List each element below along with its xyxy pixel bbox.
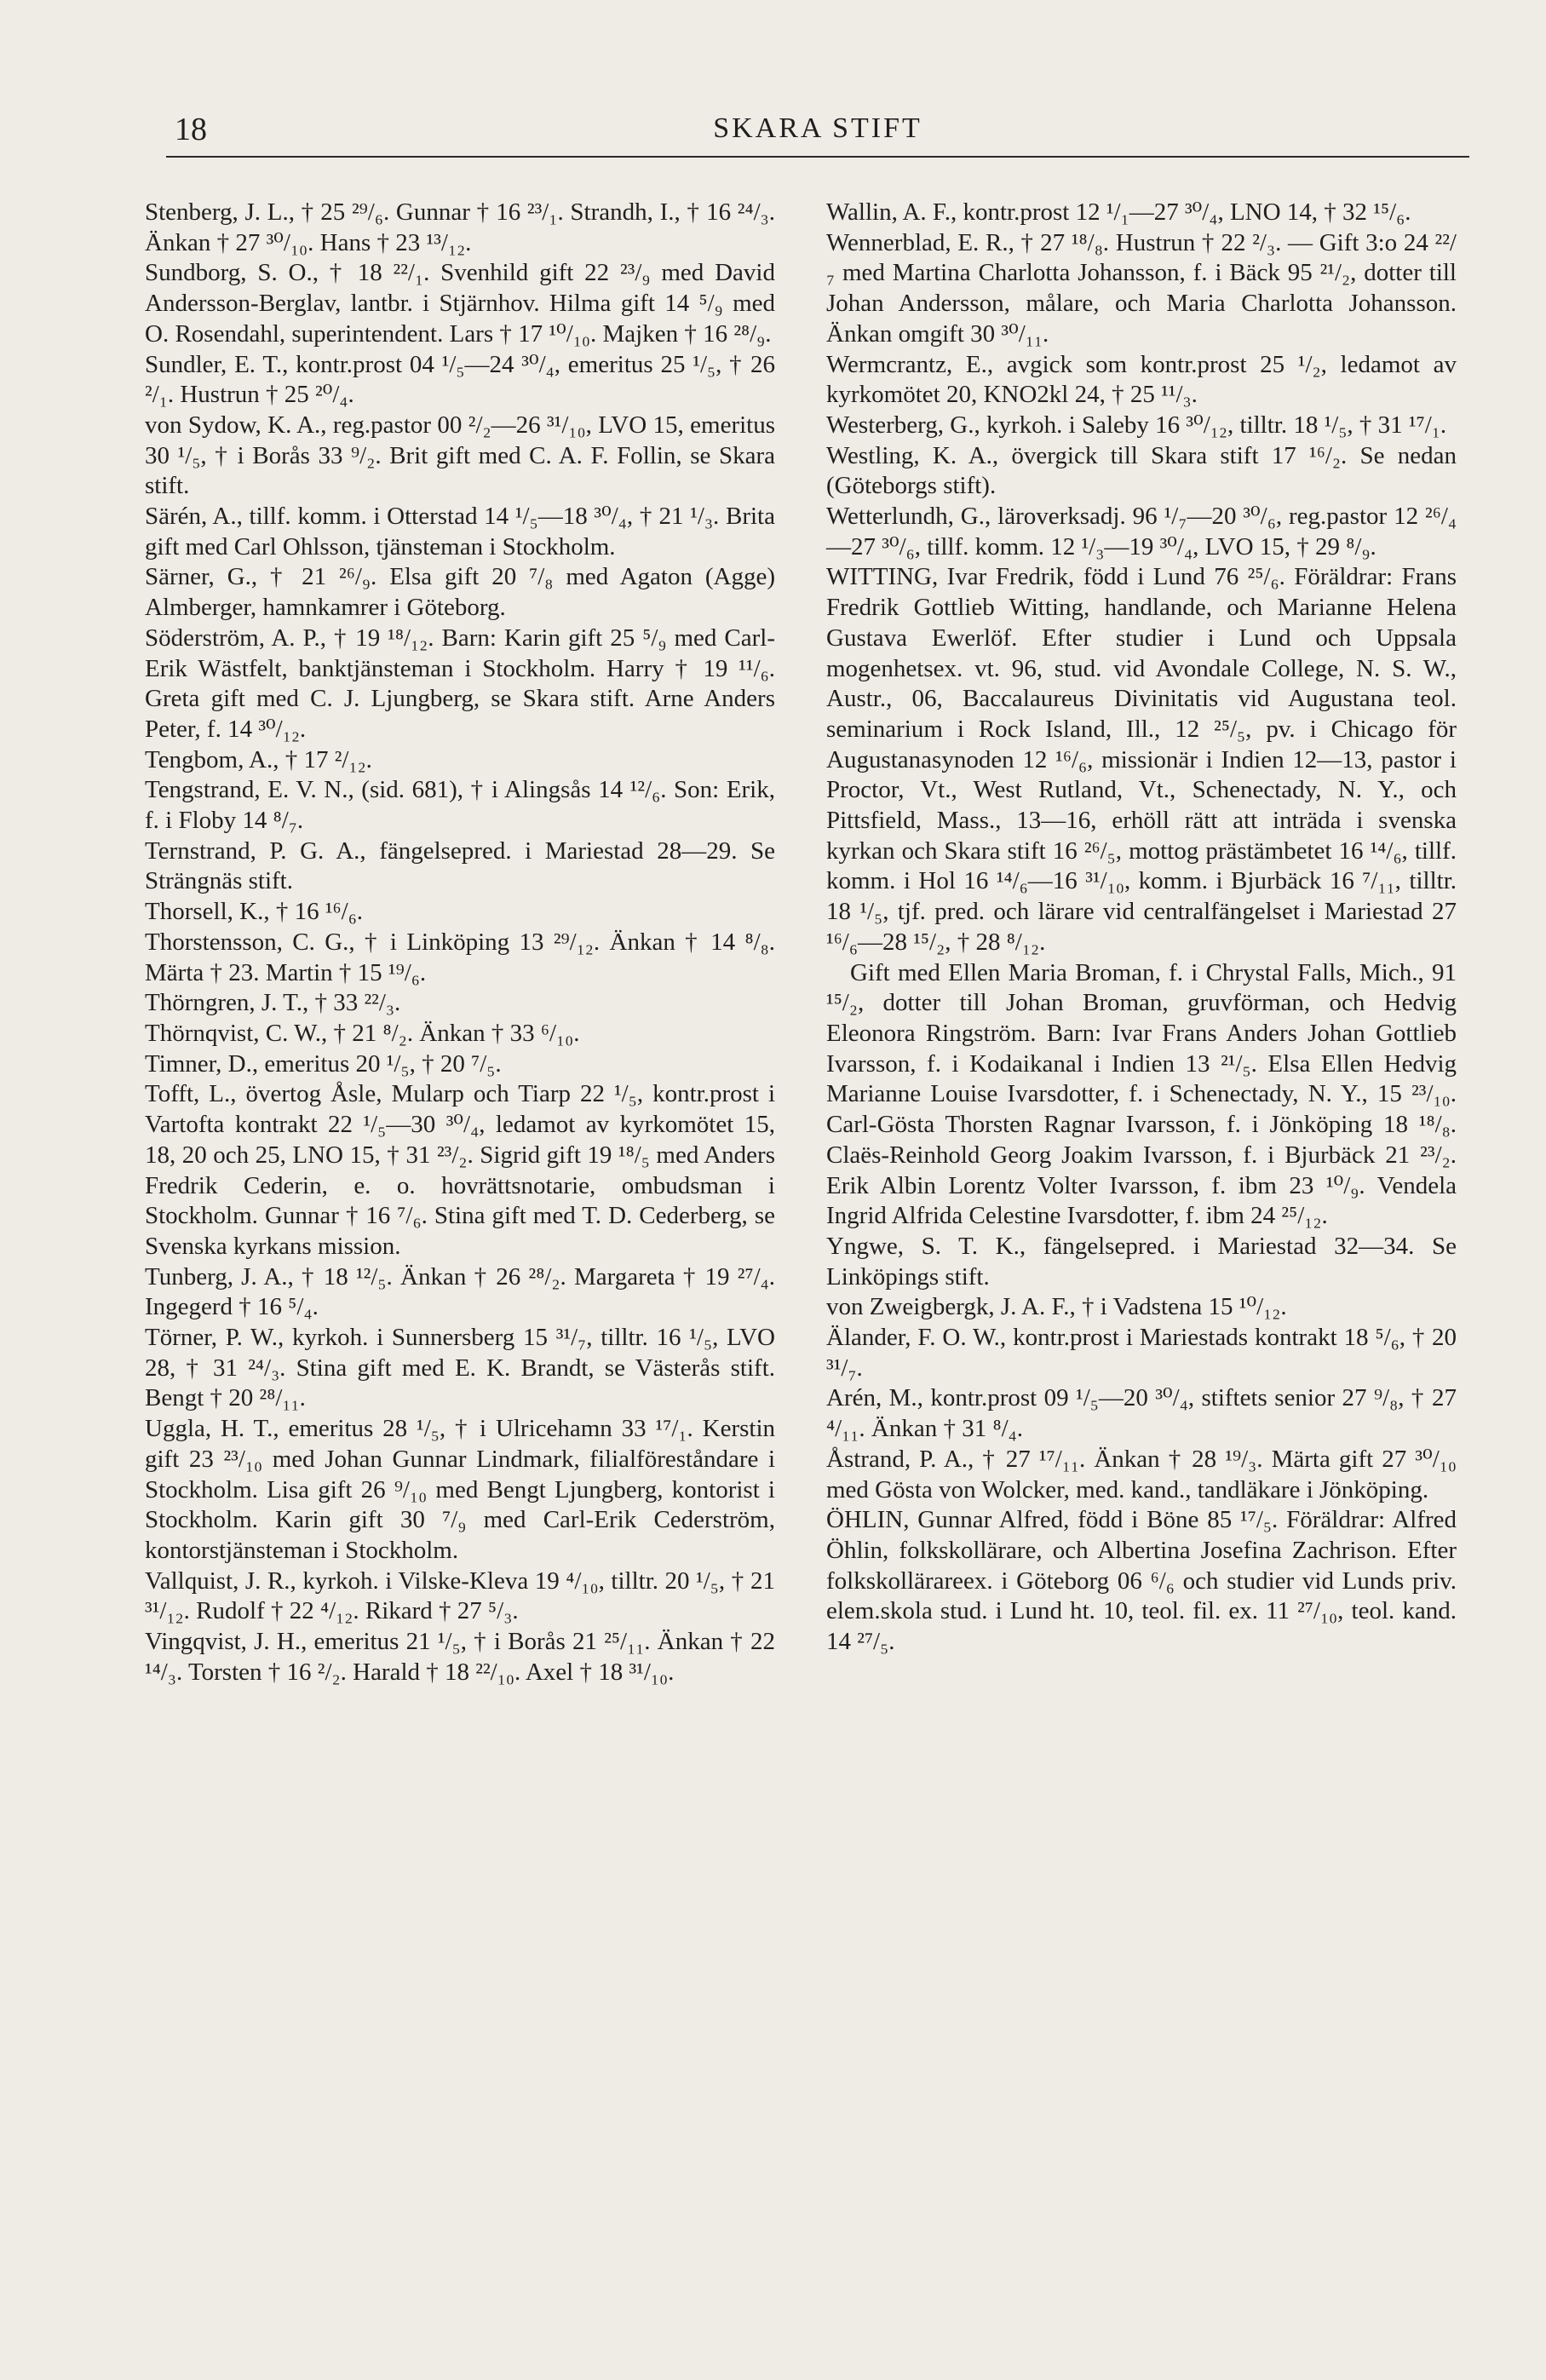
entry-wetterlundh: Wetterlundh, G., läroverksadj. 96 ¹/₇—20 ³⁰/₆, reg.pastor 12 ²⁶/₄—27 ³⁰/₆, tillf. komm. 12 ¹/₃—19 ³⁰/₄, LVO 15, † 29 ⁸/₉. — [826, 503, 1457, 561]
entry-ternstrand: Ternstrand, P. G. A., fängelsepred. i Mariestad 28—29. Se Strängnäs stift. — [145, 836, 775, 895]
entry-thornqvist: Thörnqvist, C. W., † 21 ⁸/₂. Änkan † 33 ⁶/₁₀. — [145, 1019, 580, 1047]
entry-thorsell: Thorsell, K., † 16 ¹⁶/₆. — [145, 898, 364, 926]
entry-alander: Älander, F. O. W., kontr.prost i Mariestads kontrakt 18 ⁵/₆, † 20 ³¹/₇. — [826, 1324, 1457, 1382]
entry-wermcrantz: Wermcrantz, E., avgick som kontr.prost 25 ¹/₂, ledamot av kyrkomötet 20, KNO2kl 24, † 25 ¹¹/₃. — [826, 350, 1457, 409]
entry-torner: Törner, P. W., kyrkoh. i Sunnersberg 15 ³¹/₇, tilltr. 16 ¹/₅, LVO 28, † 31 ²⁴/₃. Stina gift med E. K. Brandt, se Västerås stift. Bengt † 20 ²⁸/₁₁. — [145, 1324, 775, 1412]
entry-sarner: Särner, G., † 21 ²⁶/₉. Elsa gift 20 ⁷/₈ med Agaton (Agge) Almberger, hamnkamrer i Göteborg. — [145, 563, 775, 622]
entry-astrand: Åstrand, P. A., † 27 ¹⁷/₁₁. Änkan † 28 ¹⁹/₃. Märta gift 27 ³⁰/₁₀ med Gösta von Wolcker, med. kand., tandläkare i Jönköping. — [826, 1445, 1457, 1503]
entry-saren: Särén, A., tillf. komm. i Otterstad 14 ¹/₅—18 ³⁰/₄, † 21 ¹/₃. Brita gift med Carl Ohlsson, tjänsteman i Stockholm. — [145, 503, 775, 561]
entry-tengbom: Tengbom, A., † 17 ²/₁₂. — [145, 745, 372, 773]
entry-westling: Westling, K. A., övergick till Skara stift 17 ¹⁶/₂. Se nedan (Göteborgs stift). — [826, 441, 1457, 500]
entry-sundler: Sundler, E. T., kontr.prost 04 ¹/₅—24 ³⁰/₄, emeritus 25 ¹/₅, † 26 ²/₁. Hustrun † 25 ²⁰/₄. — [145, 350, 775, 409]
entry-vingqvist: Vingqvist, J. H., emeritus 21 ¹/₅, † i Borås 21 ²⁵/₁₁. Änkan † 22 ¹⁴/₃. Torsten † 16 ²/₂. Harald † 18 ²²/₁₀. Axel † 18 ³¹/₁₀. — [145, 1628, 775, 1686]
entry-uggla: Uggla, H. T., emeritus 28 ¹/₅, † i Ulricehamn 33 ¹⁷/₁. Kerstin gift 23 ²³/₁₀ med Johan Gunnar Lindmark, filialföreståndare i Stockholm. Lisa gift 26 ⁹/₁₀ med Bengt Ljungberg, kontorist i Stockholm. Karin gift 30 ⁷/₉ med Carl-Erik Cederström, kontorstjänsteman i Stockholm. — [145, 1415, 775, 1564]
entry-soderstrom: Söderström, A. P., † 19 ¹⁸/₁₂. Barn: Karin gift 25 ⁵/₉ med Carl-Erik Wästfelt, banktjänsteman i Stockholm. Harry † 19 ¹¹/₆. Greta gift med C. J. Ljungberg, se Skara stift. Arne Anders Peter, f. 14 ³⁰/₁₂. — [145, 624, 775, 743]
entry-tofft: Tofft, L., övertog Åsle, Mularp och Tiarp 22 ¹/₅, kontr.prost i Vartofta kontrakt 22 ¹/₅—30 ³⁰/₄, ledamot av kyrkomötet 15, 18, 20 och 25, LNO 15, † 31 ²³/₂. Sigrid gift 19 ¹⁸/₅ med Anders Fredrik Cederin, e. o. hovrättsnotarie, ombudsman i Stockholm. Gunnar † 16 ⁷/₆. Stina gift med T. D. Cederberg, se Svenska kyrkans mission. — [145, 1080, 775, 1260]
page-header — [166, 111, 1469, 162]
entry-timner: Timner, D., emeritus 20 ¹/₅, † 20 ⁷/₅. — [145, 1049, 502, 1078]
entry-witting: WITTING, Ivar Fredrik, född i Lund 76 ²⁵/₆. Föräldrar: Frans Fredrik Gottlieb Witting, handlande, och Marianne Helena Gustava Ewerlöf. Efter studier i Lund och Uppsala mogenhetsex. vt. 96, stud. vid Avondale College, N. S. W., Austr., 06, Baccalaureus Divinitatis vid Augustana teol. seminarium i Rock Island, Ill., 12 ²⁵/₅, pv. i Chicago för Augustanasynoden 12 ¹⁶/₆, missionär i Indien 12—13, pastor i Proctor, Vt., West Rutland, Vt., Schenectady, N. Y., och Pittsfield, Mass., 13—16, erhöll rätt att inträda i svenska kyrkan och Skara stift 16 ²⁶/₅, mottog prästämbetet 16 ¹⁴/₆, tillf. komm. i Hol 16 ¹⁴/₆—16 ³¹/₁₀, komm. i Bjurbäck 16 ⁷/₁₁, tilltr. 18 ¹/₅, tjf. pred. och lärare vid centralfängelset i Mariestad 27 ¹⁶/₆—28 ¹⁵/₂, † 28 ⁸/₁₂. — [826, 563, 1457, 956]
left-column — [145, 198, 775, 1687]
entry-von-sydow: von Sydow, K. A., reg.pastor 00 ²/₂—26 ³¹/₁₀, LVO 15, emeritus 30 ¹/₅, † i Borås 33 ⁹/₂. Brit gift med C. A. F. Follin, se Skara stift. — [145, 411, 775, 500]
right-column — [826, 198, 1457, 1658]
running-title: SKARA STIFT — [713, 112, 922, 144]
entry-tengstrand: Tengstrand, E. V. N., (sid. 681), † i Alingsås 14 ¹²/₆. Son: Erik, f. i Floby 14 ⁸/₇. — [145, 776, 775, 835]
entry-westerberg: Westerberg, G., kyrkoh. i Saleby 16 ³⁰/₁₂, tilltr. 18 ¹/₅, † 31 ¹⁷/₁. — [826, 411, 1447, 439]
entry-witting-family: Gift med Ellen Maria Broman, f. i Chrystal Falls, Mich., 91 ¹⁵/₂, dotter till Johan Broman, gruvförman, och Hedvig Eleonora Ringström. Barn: Ivar Frans Anders Johan Gottlieb Ivarsson, f. i Kodaikanal i Indien 13 ²¹/₅. Elsa Ellen Hedvig Marianne Louise Ivarsdotter, f. i Schenectady, N. Y., 15 ²³/₁₀. Carl-Gösta Thorsten Ragnar Ivarsson, f. i Jönköping 18 ¹⁸/₈. Claës-Reinhold Georg Joakim Ivarsson, f. i Bjurbäck 21 ²³/₂. Erik Albin Lorentz Volter Ivarsson, f. ibm 23 ¹⁰/₉. Vendela Ingrid Alfrida Celestine Ivarsdotter, f. ibm 24 ²⁵/₁₂. — [826, 958, 1457, 1230]
entry-sundborg: Sundborg, S. O., † 18 ²²/₁. Svenhild gift 22 ²³/₉ med David Andersson-Berglav, lantbr. i Stjärnhov. Hilma gift 14 ⁵/₉ med O. Rosendahl, superintendent. Lars † 17 ¹⁰/₁₀. Majken † 16 ²⁸/₉. — [145, 259, 775, 348]
entry-thorngren: Thörngren, J. T., † 33 ²²/₃. — [145, 989, 401, 1017]
entry-aren: Arén, M., kontr.prost 09 ¹/₅—20 ³⁰/₄, stiftets senior 27 ⁹/₈, † 27 ⁴/₁₁. Änkan † 31 ⁸/₄. — [826, 1384, 1457, 1443]
entry-stenberg: Stenberg, J. L., † 25 ²⁹/₆. Gunnar † 16 ²³/₁. Strandh, I., † 16 ²⁴/₃. Änkan † 27 ³⁰/₁₀. Hans † 23 ¹³/₁₂. — [145, 198, 775, 256]
entry-thorstensson: Thorstensson, C. G., † i Linköping 13 ²⁹/₁₂. Änkan † 14 ⁸/₈. Märta † 23. Martin † 15 ¹⁹/₆. — [145, 928, 775, 986]
entry-yngwe: Yngwe, S. T. K., fängelsepred. i Mariestad 32—34. Se Linköpings stift. — [826, 1232, 1457, 1291]
entry-wennerblad: Wennerblad, E. R., † 27 ¹⁸/₈. Hustrun † 22 ²/₃. — Gift 3:o 24 ²²/₇ med Martina Charlotta Johansson, f. i Bäck 95 ²¹/₂, dotter till Johan Andersson, målare, och Maria Charlotta Johansson. Änkan omgift 30 ³⁰/₁₁. — [826, 228, 1457, 348]
page-number: 18 — [175, 112, 207, 147]
entry-ohlin: ÖHLIN, Gunnar Alfred, född i Böne 85 ¹⁷/₅. Föräldrar: Alfred Öhlin, folkskollärare, och Albertina Josefina Zachrison. Efter folkskollärareex. i Göteborg 06 ⁶/₆ och studier vid Lunds priv. elem.skola stud. i Lund ht. 10, teol. fil. ex. 11 ²⁷/₁₀, teol. kand. 14 ²⁷/₅. — [826, 1506, 1457, 1656]
entry-wallin: Wallin, A. F., kontr.prost 12 ¹/₁—27 ³⁰/₄, LNO 14, † 32 ¹⁵/₆. — [826, 198, 1411, 226]
entry-vallquist: Vallquist, J. R., kyrkoh. i Vilske-Kleva 19 ⁴/₁₀, tilltr. 20 ¹/₅, † 21 ³¹/₁₂. Rudolf † 22 ⁴/₁₂. Rikard † 27 ⁵/₃. — [145, 1567, 775, 1625]
header-rule — [166, 156, 1469, 158]
entry-von-zweigbergk: von Zweigbergk, J. A. F., † i Vadstena 15 ¹⁰/₁₂. — [826, 1293, 1287, 1321]
entry-tunberg: Tunberg, J. A., † 18 ¹²/₅. Änkan † 26 ²⁸/₂. Margareta † 19 ²⁷/₄. Ingegerd † 16 ⁵/₄. — [145, 1262, 775, 1321]
